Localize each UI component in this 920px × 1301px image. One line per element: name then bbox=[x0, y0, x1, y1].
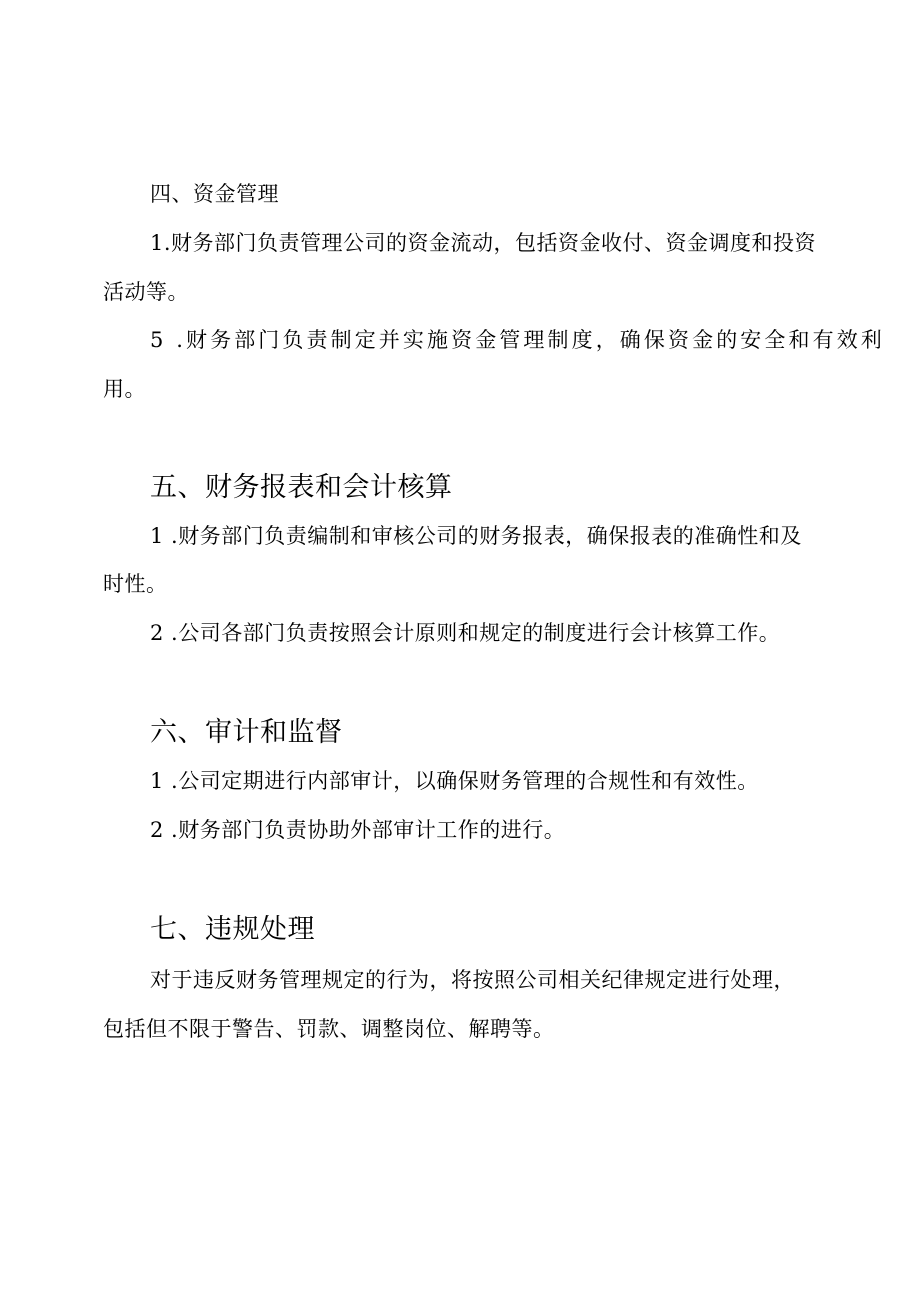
section-6-title: 六、审计和监督 bbox=[150, 717, 343, 748]
section-4-item-1-line-2: 活动等。 bbox=[103, 280, 189, 304]
section-7-paragraph-line-1: 对于违反财务管理规定的行为，将按照公司相关纪律规定进行处理， bbox=[150, 968, 795, 992]
section-4-item-2-line-2: 用。 bbox=[103, 377, 146, 401]
section-6-item-2-line-1: 2 .财务部门负责协助外部审计工作的进行。 bbox=[150, 818, 566, 842]
section-7-paragraph-line-2: 包括但不限于警告、罚款、调整岗位、解聘等。 bbox=[103, 1017, 555, 1041]
section-4-item-2-line-1: 5 .财务部门负责制定并实施资金管理制度，确保资金的安全和有效利 bbox=[150, 328, 885, 352]
section-5-item-1-line-2: 时性。 bbox=[103, 572, 168, 596]
section-6-item-1-line-1: 1 .公司定期进行内部审计，以确保财务管理的合规性和有效性。 bbox=[150, 769, 759, 793]
section-5-item-1-line-1: 1 .财务部门负责编制和审核公司的财务报表，确保报表的准确性和及 bbox=[150, 524, 802, 548]
section-5-item-2-line-1: 2 .公司各部门负责按照会计原则和规定的制度进行会计核算工作。 bbox=[150, 621, 781, 645]
section-7-title: 七、违规处理 bbox=[150, 914, 315, 945]
section-4-item-1-line-1: 1.财务部门负责管理公司的资金流动，包括资金收付、资金调度和投资 bbox=[150, 231, 817, 255]
section-5-title: 五、财务报表和会计核算 bbox=[150, 472, 453, 503]
section-4-title: 四、资金管理 bbox=[150, 182, 279, 206]
